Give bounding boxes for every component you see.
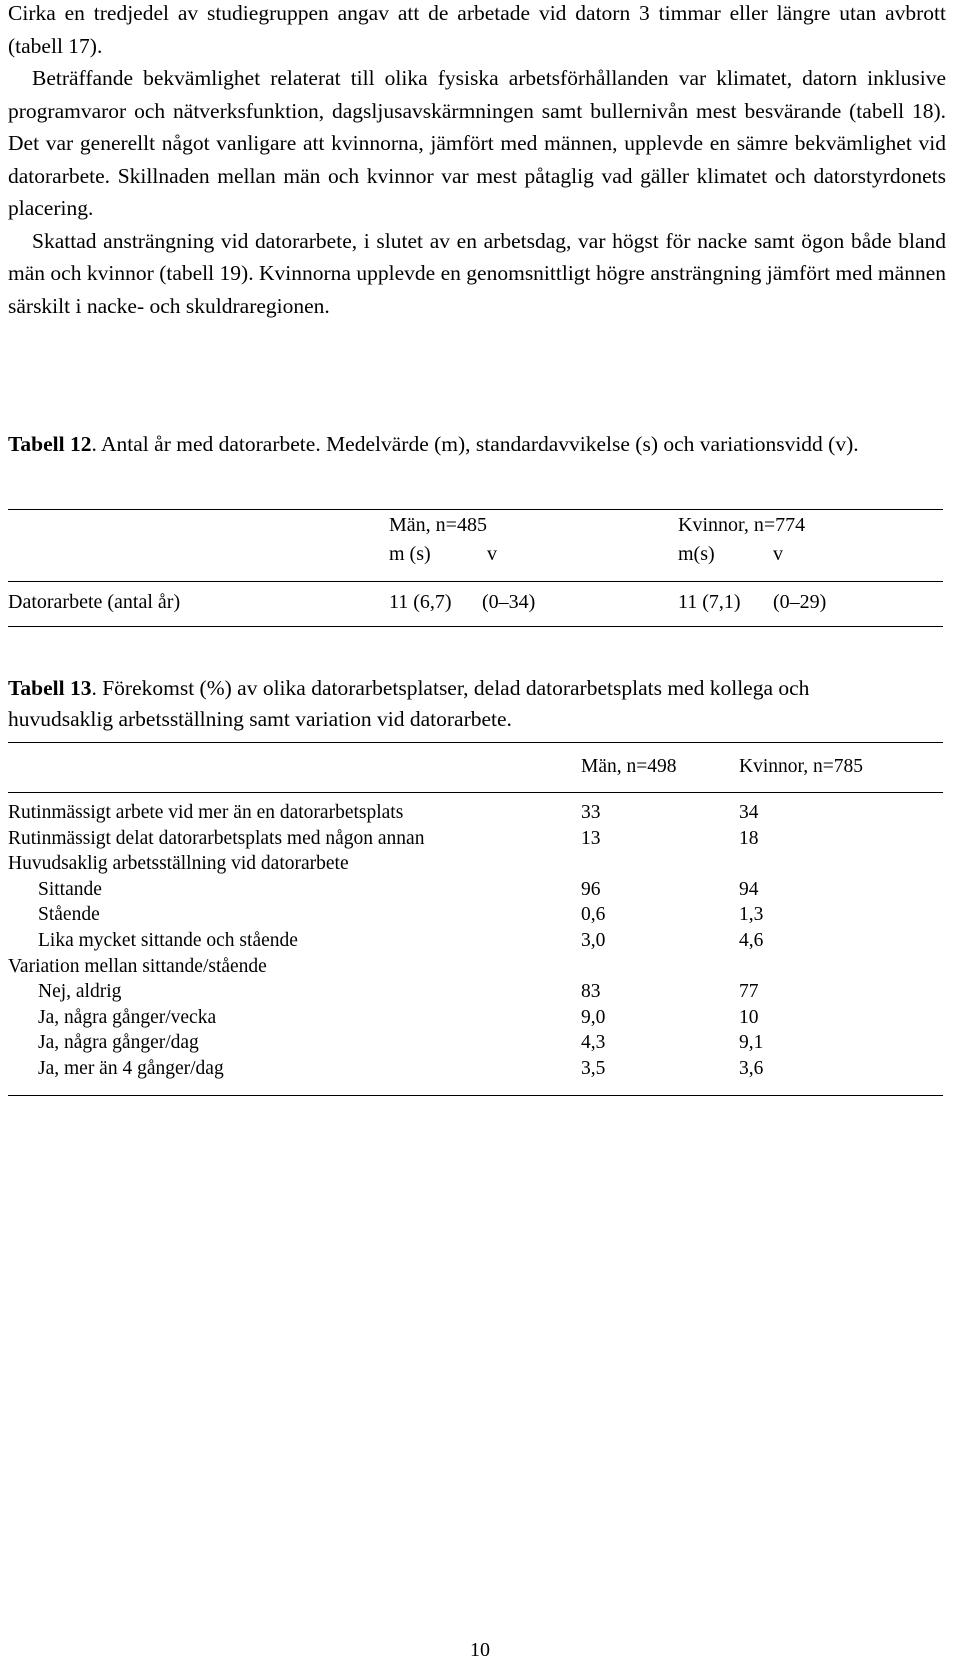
table13-cell-women: 34	[739, 802, 759, 823]
table12-men-v: (0–34)	[482, 591, 536, 613]
body-text	[8, 0, 946, 322]
table12-mid-rule	[8, 581, 943, 582]
table13-header-men: Män, n=498	[581, 756, 677, 777]
table12-women-v: (0–29)	[773, 591, 827, 613]
table13-label: Tabell 13	[8, 676, 92, 700]
table13-cell-women: 1,3	[739, 904, 764, 926]
table13-bottom-rule	[8, 1095, 943, 1096]
table13-cell-men: 83	[581, 981, 601, 1003]
table13-row-label: Sittande	[38, 878, 102, 900]
table12-sub-men-ms: m (s)	[389, 543, 431, 565]
table13-row-label: Rutinmässigt arbete vid mer än en datorarbetsplats	[8, 802, 404, 823]
table13-cell-men: 4,3	[581, 1032, 606, 1054]
table12-header-women: Kvinnor, n=774	[678, 514, 806, 536]
table13-row-label: Stående	[38, 904, 100, 926]
table13-row-label: Variation mellan sittande/stående	[8, 955, 267, 977]
table12-top-rule	[8, 509, 943, 510]
table13-top-rule	[8, 742, 943, 743]
table13-cell-men: 3,0	[581, 930, 606, 951]
paragraph-1: Cirka en tredjedel av studiegruppen angav att de arbetade vid datorn 3 timmar eller längre utan avbrott (tabell 17).	[8, 1, 946, 58]
table12-women-ms: 11 (7,1)	[678, 591, 741, 613]
table13-cell-men: 9,0	[581, 1006, 606, 1028]
paragraph-2: Beträffande bekvämlighet relaterat till olika fysiska arbetsförhållanden var klimatet, datorn inklusive programvaror och nätverksfunktion, dagsljusavskärmningen samt bullernivån mest besvärande (tabell 18). Det var generellt något vanligare att kvinnorna, jämfört med männen, upplevde en sämre bekvämlighet vid datorarbete. Skillnaden mellan män och kvinnor var mest påtaglig vad gäller klimatet och datorstyrdonets placering.	[8, 66, 946, 220]
table13-row-label: Nej, aldrig	[38, 981, 122, 1003]
table13-mid-rule	[8, 792, 943, 793]
table13-cell-women: 9,1	[739, 1032, 764, 1054]
table12-caption	[8, 429, 908, 460]
table13-caption	[8, 673, 908, 735]
table13-row-label: Ja, några gånger/vecka	[38, 1006, 217, 1028]
table13-cell-men: 33	[581, 802, 601, 823]
table13-row-label: Ja, några gånger/dag	[38, 1032, 199, 1054]
table13-row-label: Ja, mer än 4 gånger/dag	[38, 1058, 224, 1079]
table12-sub-men-v: v	[487, 543, 497, 565]
table13-cell-men: 0,6	[581, 904, 606, 926]
table13-cell-women: 3,6	[739, 1058, 764, 1079]
table12-men-ms: 11 (6,7)	[389, 591, 452, 613]
paragraph-3: Skattad ansträngning vid datorarbete, i slutet av en arbetsdag, var högst för nacke samt ögon både bland män och kvinnor (tabell 19). Kvinnorna upplevde en genomsnittligt högre ansträngning jämfört med männen särskilt i nacke- och skuldraregionen.	[8, 228, 946, 318]
table12-sub-women-v: v	[773, 543, 783, 565]
table13-caption-text: . Förekomst (%) av olika datorarbetsplatser, delad datorarbetsplats med kollega och huvudsaklig arbetsställning samt variation vid datorarbete.	[8, 676, 810, 731]
table13-cell-men: 3,5	[581, 1058, 606, 1079]
table12-label: Tabell 12	[8, 432, 92, 456]
table12-row-label: Datorarbete (antal år)	[8, 591, 181, 613]
page-number: 10	[470, 1639, 490, 1661]
table13-row-label: Lika mycket sittande och stående	[38, 930, 298, 951]
table13-row-label: Huvudsaklig arbetsställning vid datorarbete	[8, 853, 349, 875]
table13-cell-women: 77	[739, 981, 759, 1003]
table13-cell-women: 94	[739, 878, 759, 900]
table13-cell-women: 4,6	[739, 930, 764, 951]
table12-bottom-rule	[8, 626, 943, 627]
table13-cell-women: 18	[739, 827, 759, 849]
table13-row-label: Rutinmässigt delat datorarbetsplats med någon annan	[8, 827, 425, 849]
table12-caption-text: . Antal år med datorarbete. Medelvärde (m), standardavvikelse (s) och variationsvidd (v).	[91, 432, 859, 456]
table12-header-men: Män, n=485	[389, 514, 487, 536]
table13-header-women: Kvinnor, n=785	[739, 756, 863, 777]
table13-cell-men: 96	[581, 878, 601, 900]
table12-sub-women-ms: m(s)	[678, 543, 715, 565]
table13-cell-women: 10	[739, 1006, 759, 1028]
table13-cell-men: 13	[581, 827, 601, 849]
